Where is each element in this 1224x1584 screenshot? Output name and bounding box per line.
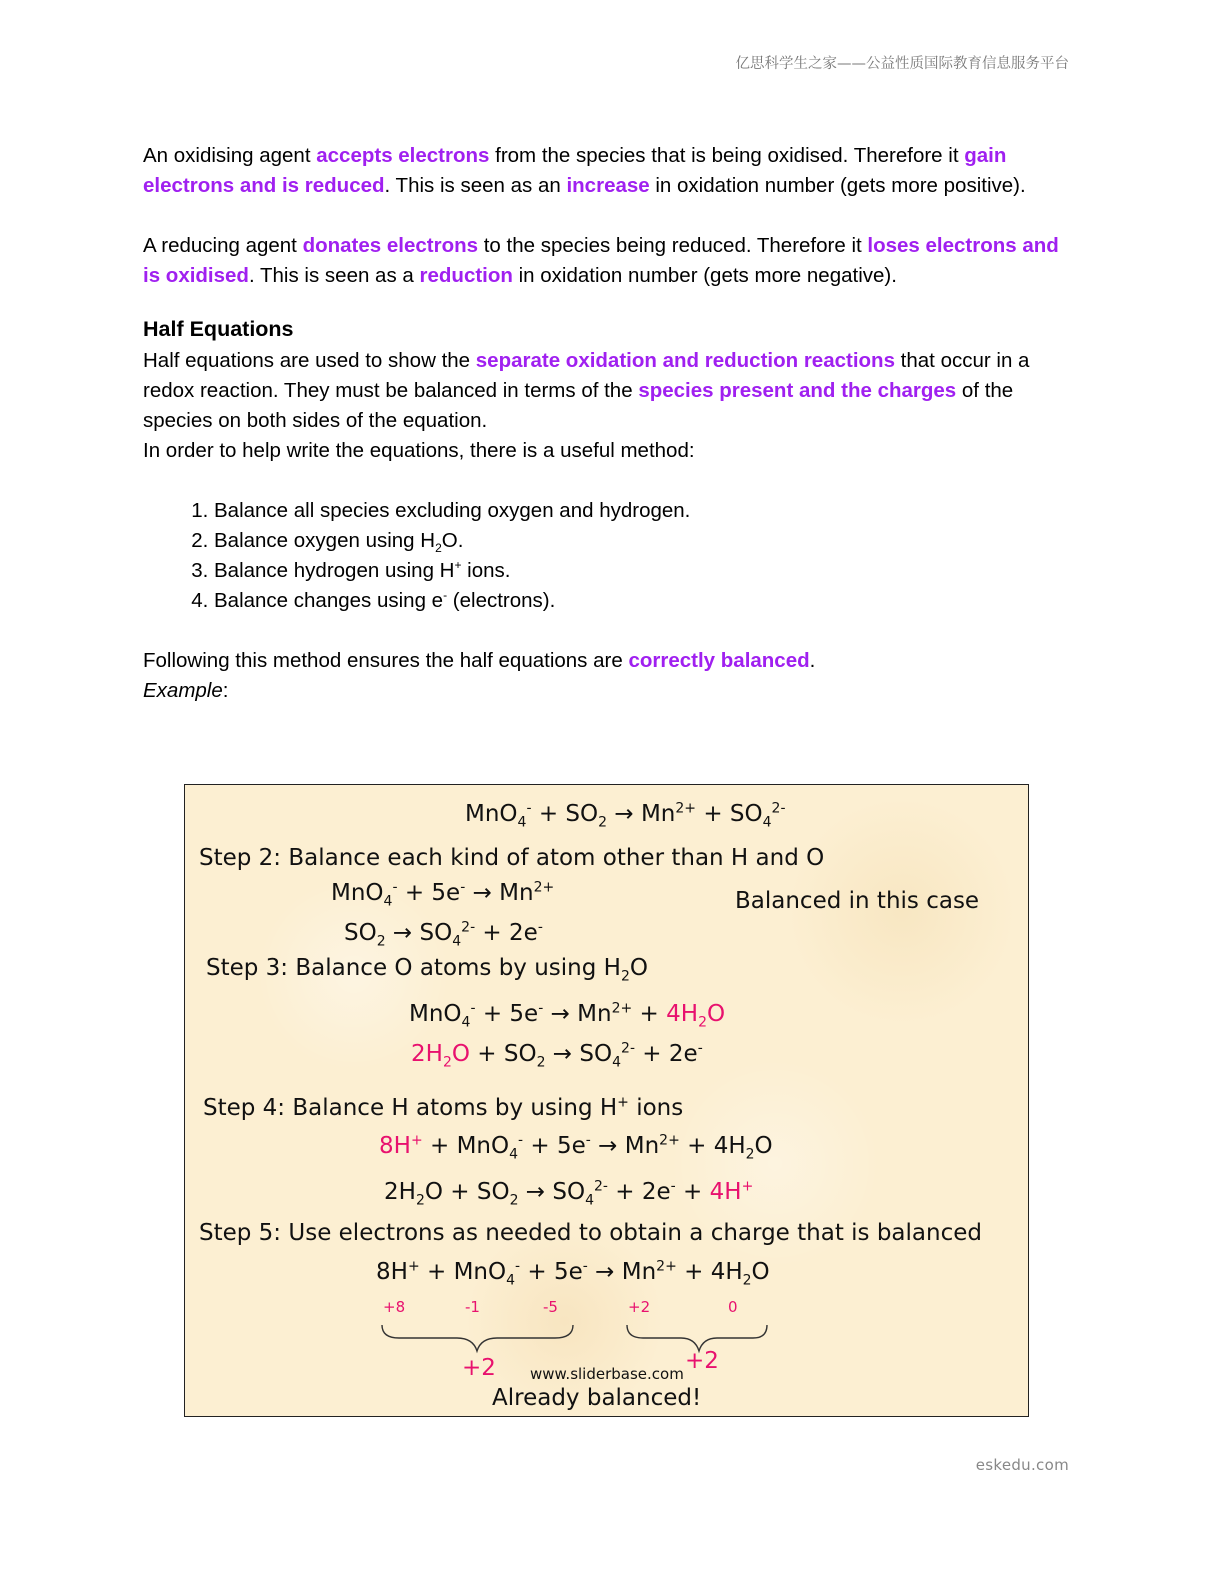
paragraph-closing: Following this method ensures the half equations are correctly balanced. xyxy=(143,649,816,672)
charge-label: +2 xyxy=(628,1298,651,1316)
equation-step2-s: $SO_2 \to SO_4^{2-} + 2e^-$ xyxy=(344,919,543,950)
paragraph-half-equations-intro: Half equations are used to show the separate oxidation and reduction reactions that occur in a redox reaction. They must be balanced in terms of the species present and the charges of the species on both sides of the equation. xyxy=(143,349,1030,432)
equation-step4-s: $2H_2O + SO_2 \to SO_4^{2-} + 2e^- + 4H^+$ xyxy=(384,1178,754,1209)
sum-right: +2 xyxy=(685,1348,719,1374)
footer-site: eskedu.com xyxy=(975,1456,1069,1474)
paragraph-method-intro: In order to help write the equations, there is a useful method: xyxy=(143,439,695,462)
watermark-text: www.sliderbase.com xyxy=(530,1365,684,1383)
step2-title: Step 2: Balance each kind of atom other than H and O xyxy=(199,845,825,871)
paragraph-reducing-agent: A reducing agent donates electrons to the species being reduced. Therefore it loses electrons and is oxidised. This is seen as a reduction in oxidation number (gets more negative). xyxy=(143,234,1059,287)
example-label: Example: xyxy=(143,679,229,702)
method-steps-list xyxy=(143,496,1078,616)
conclusion-text: Already balanced! xyxy=(492,1385,702,1411)
equation-step3-s: $2H_2O + SO_2 \to SO_4^{2-} + 2e^-$ xyxy=(411,1040,703,1071)
list-item: 2. Balance oxygen using $H_2O$. xyxy=(214,526,1078,556)
equation-step2-mn: $MnO_4^- + 5e^- \to Mn^{2+}$ xyxy=(331,879,555,910)
step4-title: Step 4: Balance H atoms by using H+ ions xyxy=(203,1094,684,1121)
balanced-note: Balanced in this case xyxy=(735,888,980,914)
equation-step5: $8H^+ + MnO_4^- + 5e^- \to Mn^{2+} + 4H_2O$ xyxy=(376,1258,770,1289)
charge-label: +8 xyxy=(383,1298,406,1316)
equation-overall: $MnO_4^- + SO_2 \to Mn^{2+} + SO_4^{2-}$ xyxy=(465,800,786,831)
equation-step4-mn: $8H^+ + MnO_4^- + 5e^- \to Mn^{2+} + 4H_2O$ xyxy=(379,1132,773,1163)
step5-title: Step 5: Use electrons as needed to obtain a charge that is balanced xyxy=(199,1220,982,1246)
brace-graphics xyxy=(185,785,1028,1416)
sum-left: +2 xyxy=(462,1355,496,1381)
charge-label: 0 xyxy=(728,1298,738,1316)
list-item: 4. Balance changes using e- (electrons). xyxy=(214,586,1078,616)
header-site-text: 亿思科学生之家——公益性质国际教育信息服务平台 xyxy=(735,56,1069,72)
section-heading-half-equations: Half Equations xyxy=(143,317,294,341)
paragraph-oxidising-agent: An oxidising agent accepts electrons from the species that is being oxidised. Therefore it gain electrons and is reduced. This is seen as an increase in oxidation number (gets more positive). xyxy=(143,144,1026,197)
step3-title: Step 3: Balance O atoms by using $H_2O$ xyxy=(206,955,648,985)
list-item: 3. Balance hydrogen using H+ ions. xyxy=(214,556,1078,586)
example-figure xyxy=(184,784,1029,1417)
list-item: 1. Balance all species excluding oxygen and hydrogen. xyxy=(214,496,1078,526)
charge-label: -1 xyxy=(465,1298,480,1316)
charge-label: -5 xyxy=(543,1298,558,1316)
equation-step3-mn: $MnO_4^- + 5e^- \to Mn^{2+} + 4H_2O$ xyxy=(409,1000,726,1031)
brace-left xyxy=(382,1325,573,1351)
document-body xyxy=(143,141,1078,706)
